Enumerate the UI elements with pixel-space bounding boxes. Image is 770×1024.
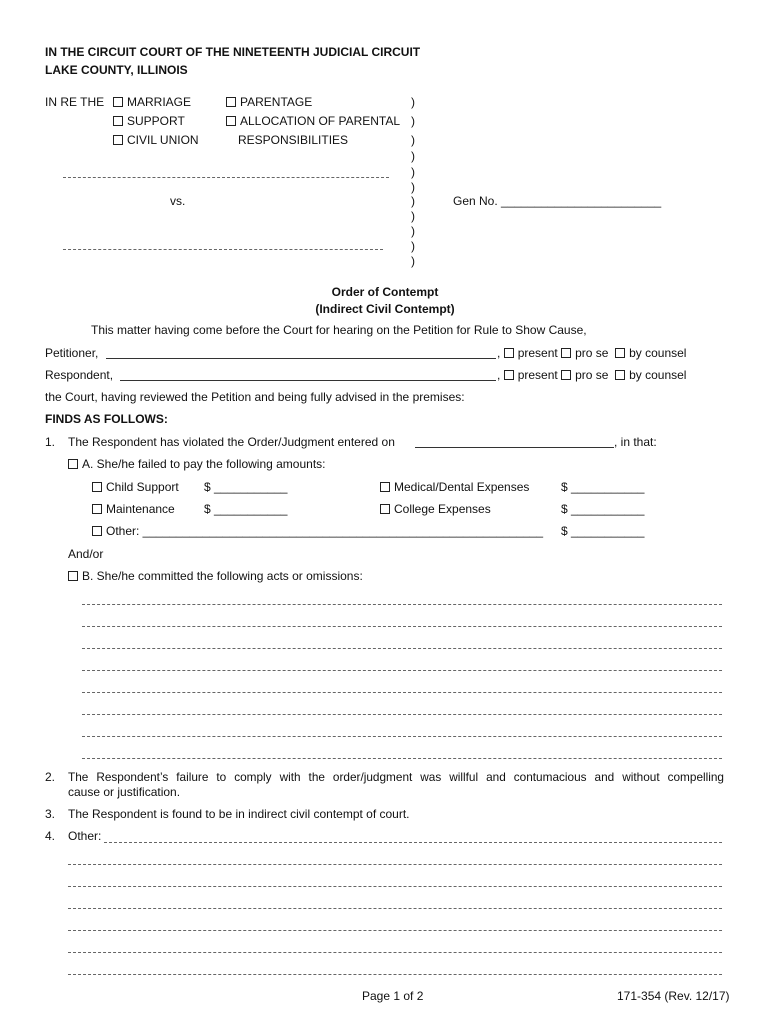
intro-text: This matter having come before the Court for hearing on the Petition for Rule to Show Cause, [91, 323, 587, 337]
medical-checkbox[interactable] [380, 482, 390, 492]
civil-union-option[interactable] [113, 133, 199, 147]
medical-label: Medical/Dental Expenses [394, 480, 530, 494]
other-line[interactable] [68, 930, 722, 931]
finds-heading: FINDS AS FOLLOWS: [45, 412, 168, 426]
allocation-option[interactable] [226, 114, 400, 128]
respondent-label: Respondent, [45, 368, 114, 382]
caption-paren: ) [411, 224, 415, 238]
petitioner-by-counsel-checkbox[interactable] [615, 348, 625, 358]
respondent-appearance [497, 368, 686, 382]
caption-paren: ) [411, 209, 415, 223]
by-counsel-label: by counsel [629, 346, 687, 360]
order-title: Order of Contempt [331, 285, 439, 299]
comma: , [497, 346, 501, 360]
item-2-number: 2. [45, 770, 56, 784]
petitioner-present-checkbox[interactable] [504, 348, 514, 358]
other-line[interactable] [104, 842, 722, 843]
civil-union-checkbox[interactable] [113, 135, 123, 145]
item-1-tail: , in that: [614, 435, 657, 449]
order-subtitle: (Indirect Civil Contempt) [315, 302, 455, 316]
item-4-label: Other: [68, 829, 102, 843]
other-amount-option[interactable] [92, 524, 543, 538]
acts-line[interactable] [82, 736, 722, 737]
page-number: Page 1 of 2 [362, 989, 424, 1003]
and-or-label: And/or [68, 547, 104, 561]
allocation-label: ALLOCATION OF PARENTAL [240, 114, 401, 128]
petitioner-name-line[interactable] [63, 177, 389, 178]
responsibilities-label: RESPONSIBILITIES [238, 133, 349, 147]
support-checkbox[interactable] [113, 116, 123, 126]
college-amount[interactable]: $ ___________ [561, 502, 645, 516]
option-a-label: A. She/he failed to pay the following amounts: [82, 457, 326, 471]
support-label: SUPPORT [127, 114, 185, 128]
acts-line[interactable] [82, 604, 722, 605]
pro-se-label: pro se [575, 346, 609, 360]
caption-paren: ) [411, 180, 415, 194]
respondent-field[interactable] [120, 380, 496, 381]
medical-amount[interactable]: $ ___________ [561, 480, 645, 494]
item-3-number: 3. [45, 807, 56, 821]
college-option[interactable] [380, 502, 491, 516]
respondent-present-checkbox[interactable] [504, 370, 514, 380]
comma: , [497, 368, 501, 382]
caption-paren: ) [411, 149, 415, 163]
order-date-field[interactable] [415, 447, 614, 448]
petitioner-field[interactable] [106, 358, 496, 359]
vs-label: vs. [170, 194, 186, 208]
college-label: College Expenses [394, 502, 491, 516]
other-line[interactable] [68, 864, 722, 865]
maintenance-amount[interactable]: $ ___________ [204, 502, 288, 516]
item-1-text: The Respondent has violated the Order/Judgment entered on [68, 435, 395, 449]
child-support-amount[interactable]: $ ___________ [204, 480, 288, 494]
acts-line[interactable] [82, 648, 722, 649]
option-b-checkbox[interactable] [68, 571, 78, 581]
item-2-text-cont: cause or justification. [68, 785, 181, 799]
caption-paren: ) [411, 165, 415, 179]
option-a[interactable] [68, 457, 326, 471]
option-b-label: B. She/he committed the following acts or omissions: [82, 569, 363, 583]
other-line[interactable] [68, 952, 722, 953]
support-option[interactable] [113, 114, 185, 128]
petitioner-label: Petitioner, [45, 346, 99, 360]
other-line[interactable] [68, 886, 722, 887]
item-3-text: The Respondent is found to be in indirect civil contempt of court. [68, 807, 410, 821]
acts-line[interactable] [82, 758, 722, 759]
by-counsel-label: by counsel [629, 368, 687, 382]
caption-paren: ) [411, 133, 415, 147]
respondent-pro-se-checkbox[interactable] [561, 370, 571, 380]
caption-paren: ) [411, 239, 415, 253]
petitioner-appearance [497, 346, 686, 360]
reviewed-text: the Court, having reviewed the Petition and being fully advised in the premises: [45, 390, 465, 404]
parentage-label: PARENTAGE [240, 95, 313, 109]
marriage-label: MARRIAGE [127, 95, 192, 109]
option-b[interactable] [68, 569, 363, 583]
caption-paren: ) [411, 194, 415, 208]
marriage-option[interactable] [113, 95, 191, 109]
present-label: present [517, 368, 558, 382]
maintenance-option[interactable] [92, 502, 175, 516]
caption-paren: ) [411, 114, 415, 128]
medical-option[interactable] [380, 480, 529, 494]
other-line[interactable] [68, 974, 722, 975]
maintenance-label: Maintenance [106, 502, 175, 516]
child-support-option[interactable] [92, 480, 179, 494]
child-support-checkbox[interactable] [92, 482, 102, 492]
pro-se-label: pro se [575, 368, 609, 382]
item-2-text: The Respondent’s failure to comply with the order/judgment was willful and contumacious and without compelling [68, 770, 724, 784]
child-support-label: Child Support [106, 480, 179, 494]
caption-paren: ) [411, 95, 415, 109]
present-label: present [517, 346, 558, 360]
county-name: LAKE COUNTY, ILLINOIS [45, 63, 188, 77]
other-line[interactable] [68, 908, 722, 909]
item-1-number: 1. [45, 435, 56, 449]
form-number: 171-354 (Rev. 12/17) [617, 989, 730, 1003]
petitioner-pro-se-checkbox[interactable] [561, 348, 571, 358]
option-a-checkbox[interactable] [68, 459, 78, 469]
parentage-checkbox[interactable] [226, 97, 236, 107]
acts-line[interactable] [82, 670, 722, 671]
allocation-checkbox[interactable] [226, 116, 236, 126]
marriage-checkbox[interactable] [113, 97, 123, 107]
item-4-number: 4. [45, 829, 56, 843]
maintenance-checkbox[interactable] [92, 504, 102, 514]
other-amount-label: Other: ____________________________________________________________ [106, 524, 544, 538]
caption-paren: ) [411, 254, 415, 268]
acts-line[interactable] [82, 626, 722, 627]
gen-no-field[interactable]: Gen No. ________________________ [453, 194, 662, 208]
respondent-by-counsel-checkbox[interactable] [615, 370, 625, 380]
respondent-name-line[interactable] [63, 249, 383, 250]
acts-line[interactable] [82, 714, 722, 715]
in-re-label: IN RE THE [45, 95, 105, 109]
college-checkbox[interactable] [380, 504, 390, 514]
civil-union-label: CIVIL UNION [127, 133, 199, 147]
parentage-option[interactable] [226, 95, 312, 109]
acts-line[interactable] [82, 692, 722, 693]
other-amount-checkbox[interactable] [92, 526, 102, 536]
court-name: IN THE CIRCUIT COURT OF THE NINETEENTH JUDICIAL CIRCUIT [45, 45, 421, 59]
other-amount[interactable]: $ ___________ [561, 524, 645, 538]
